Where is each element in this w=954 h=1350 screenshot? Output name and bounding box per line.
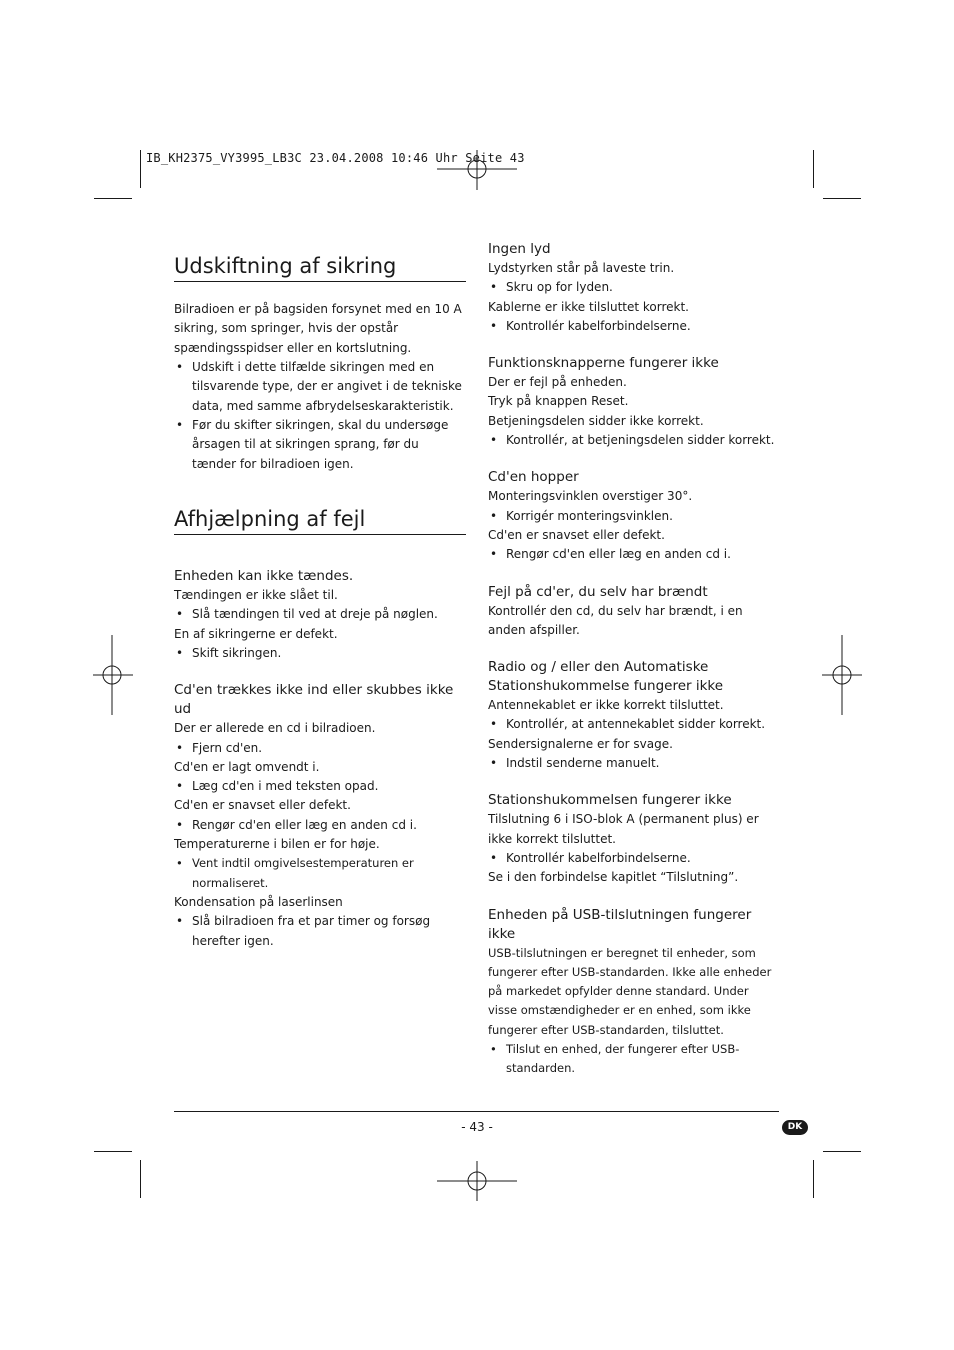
country-badge: DK xyxy=(782,1120,808,1135)
problem-heading: Enheden kan ikke tændes. xyxy=(174,568,354,585)
cause-text: Cd'en er snavset eller defekt. xyxy=(174,798,351,813)
cause-text: Sendersignalerne er for svage. xyxy=(488,736,673,751)
print-slug-line: IB_KH2375_VY3995_LB3C 23.04.2008 10:46 Uhr Seite 43 xyxy=(146,151,525,165)
section-title-troubleshooting: Afhjælpning af fejl xyxy=(174,507,466,535)
problem-heading: Radio og / eller den Automatiske Stationshukommelse fungerer ikke xyxy=(488,659,724,695)
remedy-item: • Tilslut en enhed, der fungerer efter USB-standarden. xyxy=(488,1040,780,1079)
remedy-item: • Rengør cd'en eller læg en anden cd i. xyxy=(488,545,780,564)
problem-heading: Enheden på USB-tilslutningen fungerer ikke xyxy=(488,906,752,942)
cause-text: Kondensation på laserlinsen xyxy=(174,894,343,909)
cause-text: Tændingen er ikke slået til. xyxy=(174,588,338,603)
cause-text: Kablerne er ikke tilsluttet korrekt. xyxy=(488,299,689,314)
cause-text: Kontrollér den cd, du selv har brændt, i en anden afspiller. xyxy=(488,603,743,637)
remedy-item: • Kontrollér kabelforbindelserne. xyxy=(488,849,780,868)
remedy-item: • Vent indtil omgivelsestemperaturen er normaliseret. xyxy=(174,854,466,893)
crop-mark xyxy=(823,198,861,199)
crop-mark xyxy=(94,1151,132,1152)
cause-text: En af sikringerne er defekt. xyxy=(174,626,338,641)
problem-heading: Stationshukommelsen fungerer ikke xyxy=(488,792,732,809)
crop-mark xyxy=(94,198,132,199)
remedy-item: • Slå tændingen til ved at dreje på nøglen. xyxy=(174,605,466,624)
cause-text: Tryk på knappen Reset. xyxy=(488,394,629,409)
crop-mark xyxy=(140,1160,141,1198)
remedy-item: • Korrigér monteringsvinklen. xyxy=(488,507,780,526)
remedy-item: • Skift sikringen. xyxy=(174,644,466,663)
cause-text: Der er allerede en cd i bilradioen. xyxy=(174,721,376,736)
section-title-fuse: Udskiftning af sikring xyxy=(174,254,466,282)
problem-heading: Ingen lyd xyxy=(488,241,551,257)
remedy-item: • Kontrollér kabelforbindelserne. xyxy=(488,317,780,336)
footer-divider xyxy=(174,1111,779,1112)
right-column xyxy=(488,240,780,1079)
registration-mark-right-icon xyxy=(822,635,862,715)
cause-text: Tilslutning 6 i ISO-blok A (permanent plus) er ikke korrekt tilsluttet. xyxy=(488,812,759,846)
remedy-item: • Kontrollér, at betjeningsdelen sidder korrekt. xyxy=(488,431,780,450)
cause-text: Se i den forbindelse kapitlet “Tilslutning”. xyxy=(488,870,739,885)
cause-text: Betjeningsdelen sidder ikke korrekt. xyxy=(488,413,704,428)
cause-text: Cd'en er snavset eller defekt. xyxy=(488,527,665,542)
problem-heading: Cd'en trækkes ikke ind eller skubbes ikke ud xyxy=(174,682,454,718)
remedy-item: • Rengør cd'en eller læg en anden cd i. xyxy=(174,816,466,835)
remedy-item: • Skru op for lyden. xyxy=(488,278,780,297)
list-item: • Udskift i dette tilfælde sikringen med en tilsvarende type, der er angivet i de tekniske data, med samme afbrydelseskarakteristik. xyxy=(174,358,466,416)
problem-heading: Fejl på cd'er, du selv har brændt xyxy=(488,583,708,600)
crop-mark xyxy=(813,150,814,188)
fuse-intro-text: Bilradioen er på bagsiden forsynet med en 10 A sikring, som springer, hvis der opstår spændingsspidser eller en kortslutning. xyxy=(174,302,462,355)
left-column xyxy=(174,240,466,951)
remedy-item: • Indstil senderne manuelt. xyxy=(488,754,780,773)
cause-text: Temperaturerne i bilen er for høje. xyxy=(174,837,380,852)
crop-mark xyxy=(813,1160,814,1198)
cause-text: Cd'en er lagt omvendt i. xyxy=(174,759,320,774)
cause-text: Der er fejl på enheden. xyxy=(488,375,627,390)
cause-text: USB-tilslutningen er beregnet til enheder, som fungerer efter USB-standarden. Ikke alle enheder på markedet opfylder denne standard. Under visse omstændigheder er en enhed, som ikke fungerer efter USB-standarden, tilsluttet. xyxy=(488,945,772,1037)
remedy-item: • Fjern cd'en. xyxy=(174,739,466,758)
registration-mark-top-icon xyxy=(437,150,517,190)
problem-heading: Funktionsknapperne fungerer ikke xyxy=(488,355,719,372)
problem-heading: Cd'en hopper xyxy=(488,469,579,486)
cause-text: Lydstyrken står på laveste trin. xyxy=(488,261,675,275)
list-item: • Før du skifter sikringen, skal du undersøge årsagen til at sikringen sprang, før du tænder for bilradioen igen. xyxy=(174,416,466,474)
cause-text: Antennekablet er ikke korrekt tilsluttet. xyxy=(488,698,724,713)
remedy-item: • Læg cd'en i med teksten opad. xyxy=(174,777,466,796)
crop-mark xyxy=(140,150,141,188)
registration-mark-bottom-icon xyxy=(437,1161,517,1201)
remedy-item: • Kontrollér, at antennekablet sidder korrekt. xyxy=(488,715,780,734)
crop-mark xyxy=(823,1151,861,1152)
page-number: - 43 - xyxy=(461,1120,493,1134)
cause-text: Monteringsvinklen overstiger 30°. xyxy=(488,489,693,504)
registration-mark-left-icon xyxy=(93,635,133,715)
remedy-item: • Slå bilradioen fra et par timer og forsøg herefter igen. xyxy=(174,912,466,951)
